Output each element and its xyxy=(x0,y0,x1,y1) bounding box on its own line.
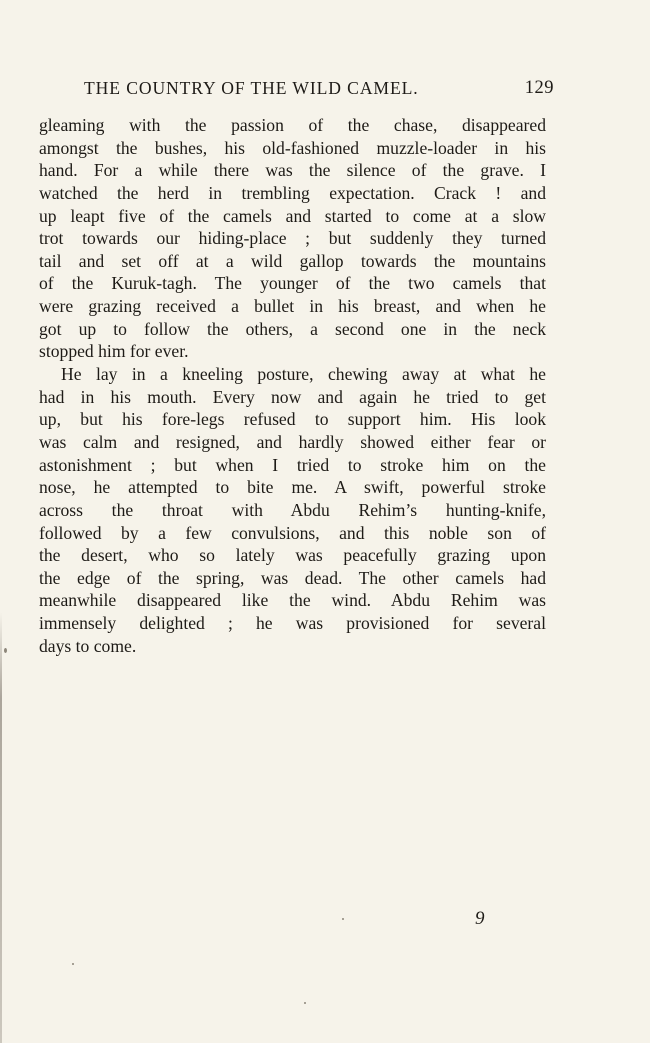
text-line: immensely delighted ; he was provisioned for several xyxy=(39,613,546,634)
page-number: 129 xyxy=(524,78,554,98)
text-line: days to come. xyxy=(39,635,137,656)
text-line: up leapt five of the camels and started to come at a slow xyxy=(39,205,546,226)
text-line: were grazing received a bullet in his breast, and when he xyxy=(39,296,546,317)
text-line: across the throat with Abdu Rehim’s hunting-knife, xyxy=(39,499,546,520)
paper-speck xyxy=(72,963,74,965)
page-edge-shadow xyxy=(0,612,2,1043)
text-line: hand. For a while there was the silence of the grave. I xyxy=(39,160,546,181)
paper-speck xyxy=(4,648,7,653)
paragraph-2 xyxy=(39,363,546,657)
text-line: nose, he attempted to bite me. A swift, powerful stroke xyxy=(39,477,546,498)
paper-speck xyxy=(304,1002,306,1004)
text-line: watched the herd in trembling expectation. Crack ! and xyxy=(39,182,546,203)
signature-mark: 9 xyxy=(475,908,485,929)
text-line: gleaming with the passion of the chase, disappeared xyxy=(39,115,546,135)
text-line: was calm and resigned, and hardly showed either fear or xyxy=(39,431,546,452)
text-line: stopped him for ever. xyxy=(39,341,189,362)
text-line: amongst the bushes, his old-fashioned muzzle-loader in his xyxy=(39,137,546,158)
paper-speck xyxy=(342,918,344,920)
text-line: the edge of the spring, was dead. The other camels had xyxy=(39,567,546,588)
text-line: trot towards our hiding-place ; but suddenly they turned xyxy=(39,228,546,249)
text-line: meanwhile disappeared like the wind. Abdu Rehim was xyxy=(39,590,546,611)
text-line: He lay in a kneeling posture, chewing away at what he xyxy=(61,364,546,385)
text-line: tail and set off at a wild gallop towards the mountains xyxy=(39,250,546,271)
running-head xyxy=(84,76,554,100)
paragraph-1 xyxy=(39,114,546,363)
text-line: had in his mouth. Every now and again he tried to get xyxy=(39,386,546,407)
running-head-title: THE COUNTRY OF THE WILD CAMEL. xyxy=(84,78,419,98)
text-line: astonishment ; but when I tried to stroke him on the xyxy=(39,454,546,475)
text-line: the desert, who so lately was peacefully grazing upon xyxy=(39,545,546,566)
text-line: of the Kuruk-tagh. The younger of the two camels that xyxy=(39,273,546,294)
text-line: got up to follow the others, a second one in the neck xyxy=(39,318,546,339)
text-line: followed by a few convulsions, and this noble son of xyxy=(39,522,546,543)
body-text xyxy=(39,114,546,657)
text-line: up, but his fore-legs refused to support him. His look xyxy=(39,409,546,430)
